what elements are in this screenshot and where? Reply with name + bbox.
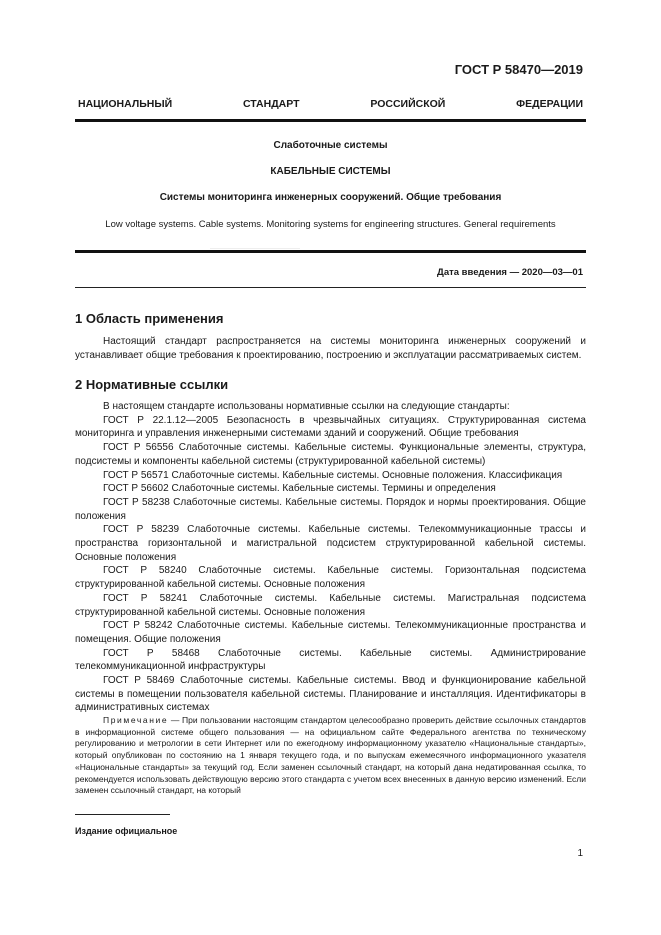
reference-note [75,715,586,797]
reference-item: ГОСТ Р 56602 Слаботочные системы. Кабельные системы. Термины и определения [103,483,496,495]
references-intro: В настоящем стандарте использованы нормативные ссылки на следующие стандарты: [103,401,510,412]
section-2-body [75,400,586,715]
standard-code: ГОСТ Р 58470—2019 [454,62,583,77]
date-rule [75,287,586,288]
reference-item: ГОСТ Р 58242 Слаботочные системы. Кабельные системы. Телекоммуникационные пространства и помещения. Общие положения [75,620,586,645]
reference-item: ГОСТ Р 58239 Слаботочные системы. Кабельные системы. Телекоммуникационные трассы и пространства горизонтальной и магистральной подсистем структурированной кабельной системы. Основные положения [75,524,586,563]
section-1-heading: 1 Область применения [75,311,224,326]
title-english: Low voltage systems. Cable systems. Monitoring systems for engineering structures. General requirements [105,219,556,230]
faint-mark [210,248,300,249]
reference-item: ГОСТ Р 56556 Слаботочные системы. Кабельные системы. Функциональные элементы, структура, подсистемы и компоненты кабельной системы (структурированной кабельной системы) [75,442,586,467]
title-rule [75,250,586,253]
title-line-1: Слаботочные системы [273,140,388,151]
reference-item: ГОСТ Р 58238 Слаботочные системы. Кабельные системы. Порядок и нормы проектирования. Общие положения [75,496,586,522]
footer-rule [75,814,170,815]
section-1-body [75,335,586,362]
national-standard-banner: НАЦИОНАЛЬНЫЙ СТАНДАРТ РОССИЙСКОЙ ФЕДЕРАЦИИ [78,98,583,110]
note-label: Примечание [103,715,169,725]
section-2-heading: 2 Нормативные ссылки [75,377,229,392]
reference-item: ГОСТ Р 56571 Слаботочные системы. Кабельные системы. Основные положения. Классификация [103,469,563,481]
reference-item: ГОСТ Р 22.1.12—2005 Безопасность в чрезвычайных ситуациях. Структурированная система мониторинга и управления инженерными системами зданий и сооружений. Общие требования [75,414,586,440]
reference-item: ГОСТ Р 58469 Слаботочные системы. Кабельные системы. Ввод и функционирование кабельной системы в помещении пользователя кабельной системы. Планирование и инсталляция. Идентификаторы в административных системах [75,675,586,714]
reference-item: ГОСТ Р 58241 Слаботочные системы. Кабельные системы. Магистральная подсистема структурированной кабельной системы. Основные положения [75,592,586,618]
page-number: 1 [577,848,583,859]
note-text: — При пользовании настоящим стандартом целесообразно проверить действие ссылочных стандартов в информационной системе общего пользования — на официальном сайте Федерального агентства по техническому регулированию и метрологии в сети Интернет или по ежегодному информационному указателю «Национальные стандарты», который опубликован по состоянию на 1 января текущего года, и по выпускам ежемесячного информационного указателя «Национальные стандарты» за текущий год. Если заменен ссылочный стандарт, на который дана недатированная ссылка, то рекомендуется использовать действующую версию этого стандарта с учетом всех внесенных в данную версию изменений. Если заменен ссылочный стандарт, на который [75,715,586,796]
title-line-3: Системы мониторинга инженерных сооружений. Общие требования [159,192,502,203]
section-1-paragraph: Настоящий стандарт распространяется на системы мониторинга инженерных сооружений и устанавливает общие требования к проектированию, построению и эксплуатации рассматриваемых систем. [75,336,586,361]
official-edition: Издание официальное [75,826,178,836]
header-rule [75,119,586,122]
reference-item: ГОСТ Р 58240 Слаботочные системы. Кабельные системы. Горизонтальная подсистема структурированной кабельной системы. Основные положения [75,565,586,591]
title-line-2: КАБЕЛЬНЫЕ СИСТЕМЫ [270,166,391,177]
reference-item: ГОСТ Р 58468 Слаботочные системы. Кабельные системы. Администрирование телекоммуникационной инфраструктуры [75,647,586,673]
effective-date: Дата введения — 2020—03—01 [437,267,583,278]
